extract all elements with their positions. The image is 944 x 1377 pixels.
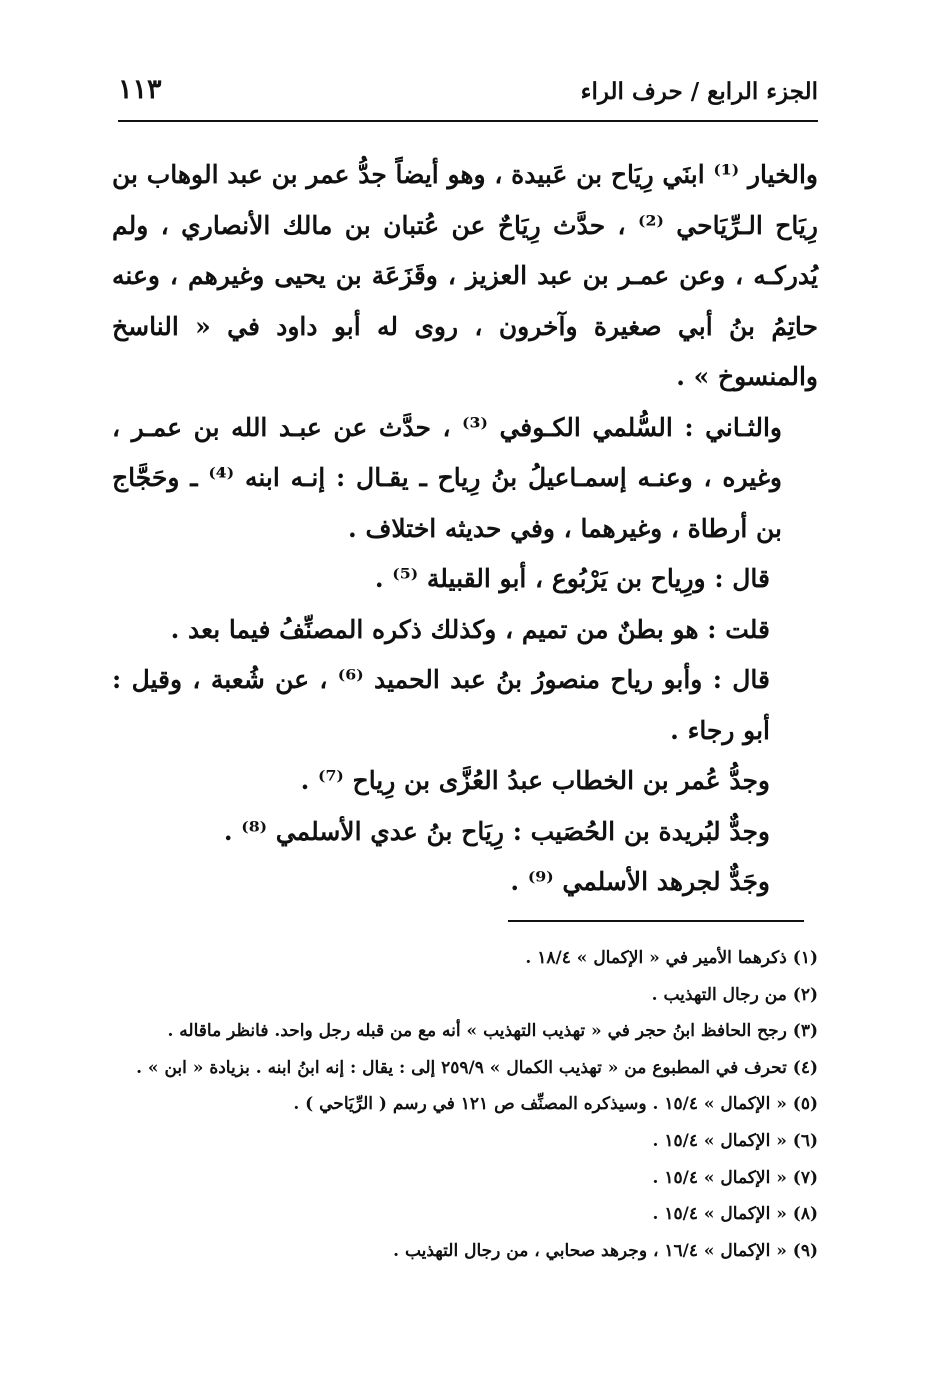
- line-grandfather-umar: وجدُّ عُمر بن الخطاب عبدُ العُزَّى بن رِياح ⁽⁷⁾ .: [300, 766, 770, 795]
- line-grandfather-buraida: وجدٌّ لبُريدة بن الحُصَيب : رِيَاح بنُ عدي الأسلمي ⁽⁸⁾ .: [223, 816, 770, 846]
- paragraph-abu-riyah: قال : وأبو رياح منصورُ بنُ عبد الحميد ⁽⁶⁾ ، عن شُعبة ، وقيل : أبو رجاء .: [112, 665, 770, 745]
- paragraph-note-tamim: قلت : هو بطنٌ من تميم ، وكذلك ذكره المصنِّفُ فيما بعد .: [170, 614, 770, 644]
- main-text: [112, 150, 818, 908]
- footnote-separator: [508, 920, 804, 922]
- page-number: ١١٣: [118, 74, 162, 105]
- footnote-2: (٢) من رجال التهذيب .: [651, 984, 818, 1005]
- footnote-8: (٨) « الإكمال » ١٥/٤ .: [652, 1204, 818, 1225]
- footnote-1: (١) ذكرهما الأمير في « الإكمال » ١٨/٤ .: [525, 948, 818, 968]
- footnote-7: (٧) « الإكمال » ١٥/٤ .: [652, 1167, 818, 1188]
- footnotes: [112, 940, 818, 1269]
- footnote-3: (٣) رجح الحافظ ابنُ حجر في « تهذيب التهذيب » أنه مع من قبله رجل واحد. فانظر ماقاله .: [167, 1021, 818, 1042]
- page-header: [118, 72, 818, 112]
- paragraph-riyah-second: والثـاني : السُّلمي الكـوفي ⁽³⁾ ، حدَّث عن عبـد الله بن عمـر ، وغيره ، وعنـه إسمـاعيلُ بنُ رِياح ـ يقـال : إنـه ابنه ⁽⁴⁾ ـ وحَجَّاج بن أرطاة ، وغيرهما ، وفي حديثه اختلاف .: [112, 412, 783, 543]
- header-rule: [118, 120, 818, 122]
- footnote-9: (٩) « الإكمال » ١٦/٤ ، وجرهد صحابي ، من رجال التهذيب .: [393, 1240, 818, 1261]
- paragraph-riyah-first: والخيار ⁽¹⁾ ابنَي رِيَاح بن عَبيدة ، وهو أيضاً جدُّ عمر بن عبد الوهاب بن رِيَاح الـرِّيَاحي ⁽²⁾ ، حدَّث رِيَاحٌ عن عُتبان بن مالك الأنصاري ، ولم يُدركـه ، وعن عمـر بن عبد العزيز ، وقَزَعَة بن يحيى وغيرهم ، وعنه حاتِمُ بنُ أبي صغيرة وآخرون ، روى له أبو داود في « الناسخ والمنسوخ » .: [112, 160, 819, 391]
- line-grandfather-jarhad: وجَدٌّ لجرهد الأسلمي ⁽⁹⁾ .: [510, 867, 770, 896]
- footnote-6: (٦) « الإكمال » ١٥/٤ .: [652, 1130, 818, 1151]
- footnote-5: (٥) « الإكمال » ١٥/٤ . وسيذكره المصنِّف ص ١٢١ في رسم ( الرِّيَاحي ) .: [293, 1094, 818, 1115]
- running-head: الجزء الرابع / حرف الراء: [580, 78, 818, 105]
- paragraph-riyah-yarbu: قال : ورِياح بن يَرْبُوع ، أبو القبيلة ⁽⁵⁾ .: [374, 564, 770, 593]
- footnote-4: (٤) تحرف في المطبوع من « تهذيب الكمال » ٢٥٩/٩ إلى : يقال : إنه ابنُ ابنه . بزيادة « ابن » .: [136, 1057, 818, 1078]
